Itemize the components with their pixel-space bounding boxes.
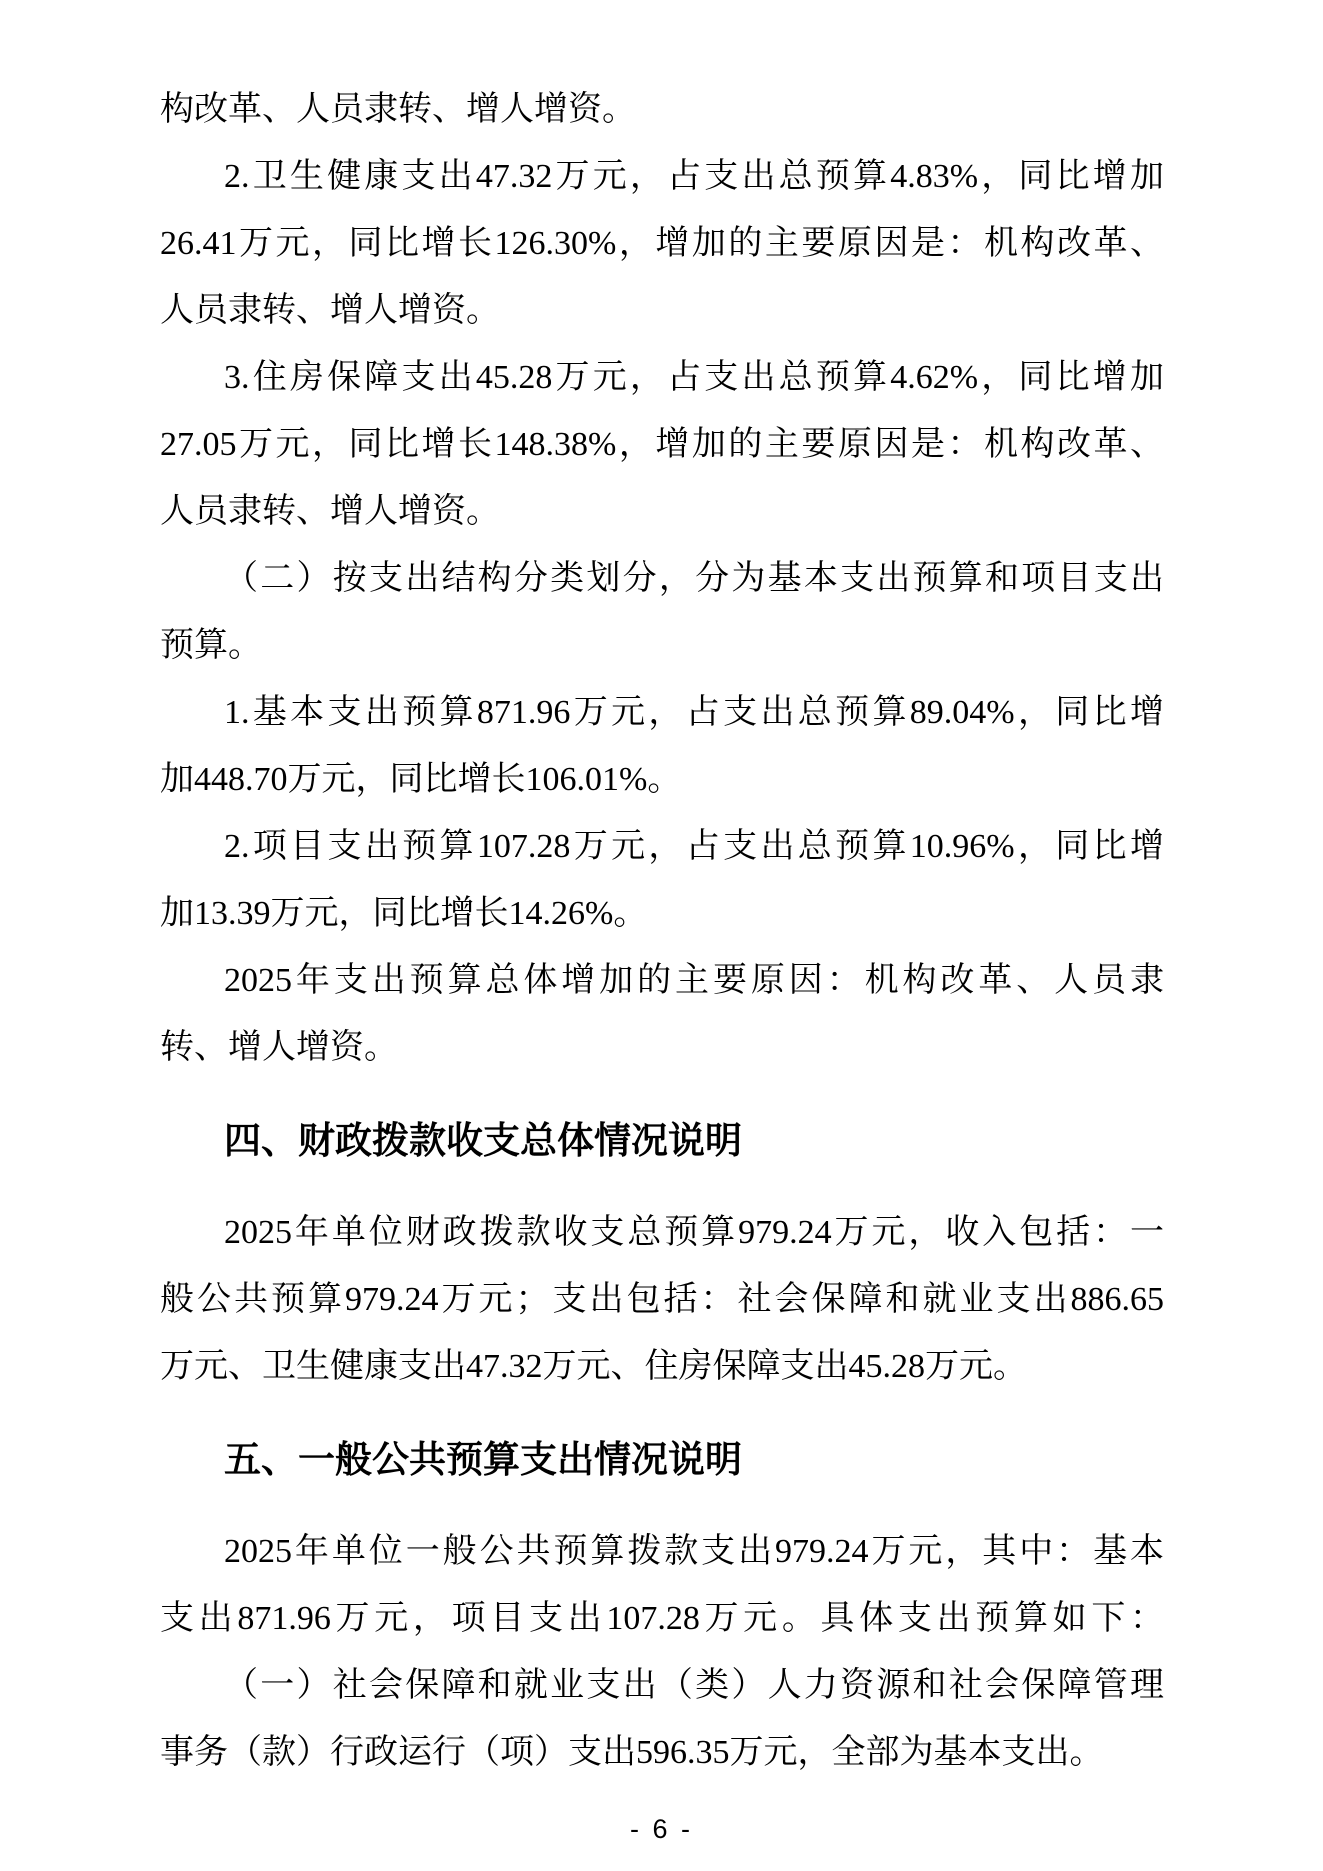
text-line: 支出871.96万元，项目支出107.28万元。具体支出预算如下： — [160, 1600, 1164, 1637]
section-heading: 五、一般公共预算支出情况说明 — [224, 1439, 742, 1480]
text-line: 转、增人增资。 — [160, 1029, 398, 1066]
document-body — [160, 76, 1164, 1786]
text-line: 预算。 — [160, 627, 262, 664]
text-line: 事务（款）行政运行（项）支出596.35万元，全部为基本支出。 — [160, 1734, 1104, 1771]
text-line: 1.基本支出预算871.96万元，占支出总预算89.04%，同比增 — [224, 694, 1164, 731]
page-number: - 6 - — [629, 1814, 693, 1844]
text-line: 加448.70万元，同比增长106.01%。 — [160, 761, 682, 798]
text-line: 2025年单位一般公共预算拨款支出979.24万元，其中：基本 — [224, 1533, 1164, 1570]
text-line: 2025年支出预算总体增加的主要原因：机构改革、人员隶 — [224, 962, 1164, 999]
text-line: （二）按支出结构分类划分，分为基本支出预算和项目支出 — [224, 560, 1164, 597]
text-line: 3.住房保障支出45.28万元，占支出总预算4.62%，同比增加 — [224, 359, 1164, 396]
text-line: 人员隶转、增人增资。 — [160, 493, 500, 530]
text-line: 加13.39万元，同比增长14.26%。 — [160, 895, 648, 932]
text-line: 2.卫生健康支出47.32万元，占支出总预算4.83%，同比增加 — [224, 158, 1164, 195]
section-heading: 四、财政拨款收支总体情况说明 — [224, 1120, 742, 1161]
text-line: 2.项目支出预算107.28万元，占支出总预算10.96%，同比增 — [224, 828, 1164, 865]
text-line: 人员隶转、增人增资。 — [160, 292, 500, 329]
text-line: 2025年单位财政拨款收支总预算979.24万元，收入包括：一 — [224, 1214, 1164, 1251]
text-line: 26.41万元，同比增长126.30%，增加的主要原因是：机构改革、 — [160, 225, 1164, 262]
text-line: 万元、卫生健康支出47.32万元、住房保障支出45.28万元。 — [160, 1348, 1027, 1385]
text-line: 般公共预算979.24万元；支出包括：社会保障和就业支出886.65 — [160, 1281, 1164, 1318]
text-line: 构改革、人员隶转、增人增资。 — [160, 91, 636, 128]
text-line: （一）社会保障和就业支出（类）人力资源和社会保障管理 — [224, 1667, 1164, 1704]
text-line: 27.05万元，同比增长148.38%，增加的主要原因是：机构改革、 — [160, 426, 1164, 463]
